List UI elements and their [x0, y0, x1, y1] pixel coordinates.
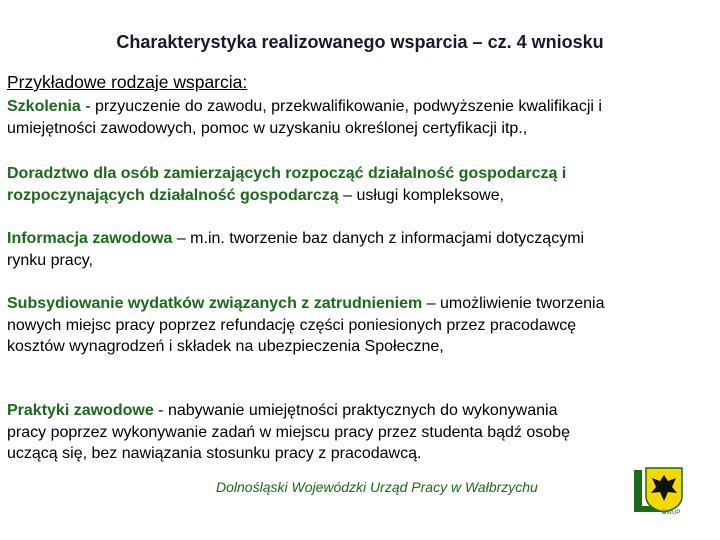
eagle-crest-icon: [632, 466, 686, 516]
support-item-doradztwo: [7, 163, 657, 206]
support-keyword: Subsydiowanie wydatków związanych z zatrudnieniem: [7, 295, 423, 312]
support-item-subsydiowanie: [7, 293, 637, 358]
support-keyword: Szkolenia: [7, 98, 81, 115]
support-description: – m.in. tworzenie baz danych z informacjami dotyczącymi rynku pracy,: [7, 230, 585, 269]
support-item-praktyki: [7, 400, 592, 465]
support-keyword: Informacja zawodowa: [7, 230, 173, 247]
support-description: - nabywanie umiejętności praktycznych do wykonywania pracy poprzez wykonywanie zadań w miejscu pracy przez studenta bądź osobę uczącą się, bez nawiązania stosunku pracy z pracodawcą.: [7, 402, 570, 462]
dwup-logo: [632, 466, 686, 516]
support-keyword: Praktyki zawodowe: [7, 402, 154, 419]
intro-heading: Przykładowe rodzaje wsparcia:: [7, 72, 248, 92]
support-description: - przyuczenie do zawodu, przekwalifikowanie, podwyższenie kwalifikacji i umiejętności zawodowych, pomoc w uzyskaniu określonej certyfikacji itp.,: [7, 98, 602, 137]
support-description: – umożliwienie tworzenia nowych miejsc pracy poprzez refundację części poniesionych przez pracodawcę kosztów wynagrodzeń i składek na ubezpieczenia Społeczne,: [7, 295, 605, 355]
logo-text: DWUP: [662, 510, 681, 516]
support-item-szkolenia: [7, 96, 687, 139]
page-title: Charakterystyka realizowanego wsparcia – cz. 4 wniosku: [116, 32, 604, 52]
support-description: – usługi kompleksowe,: [338, 186, 505, 204]
support-keyword: Doradztwo dla osób zamierzających rozpocząć działalność gospodarczą i rozpoczynających działalność gospodarczą: [7, 165, 567, 204]
footer-organization: Dolnośląski Wojewódzki Urząd Pracy w Wałbrzychu: [216, 479, 538, 495]
support-item-informacja: [7, 228, 597, 271]
